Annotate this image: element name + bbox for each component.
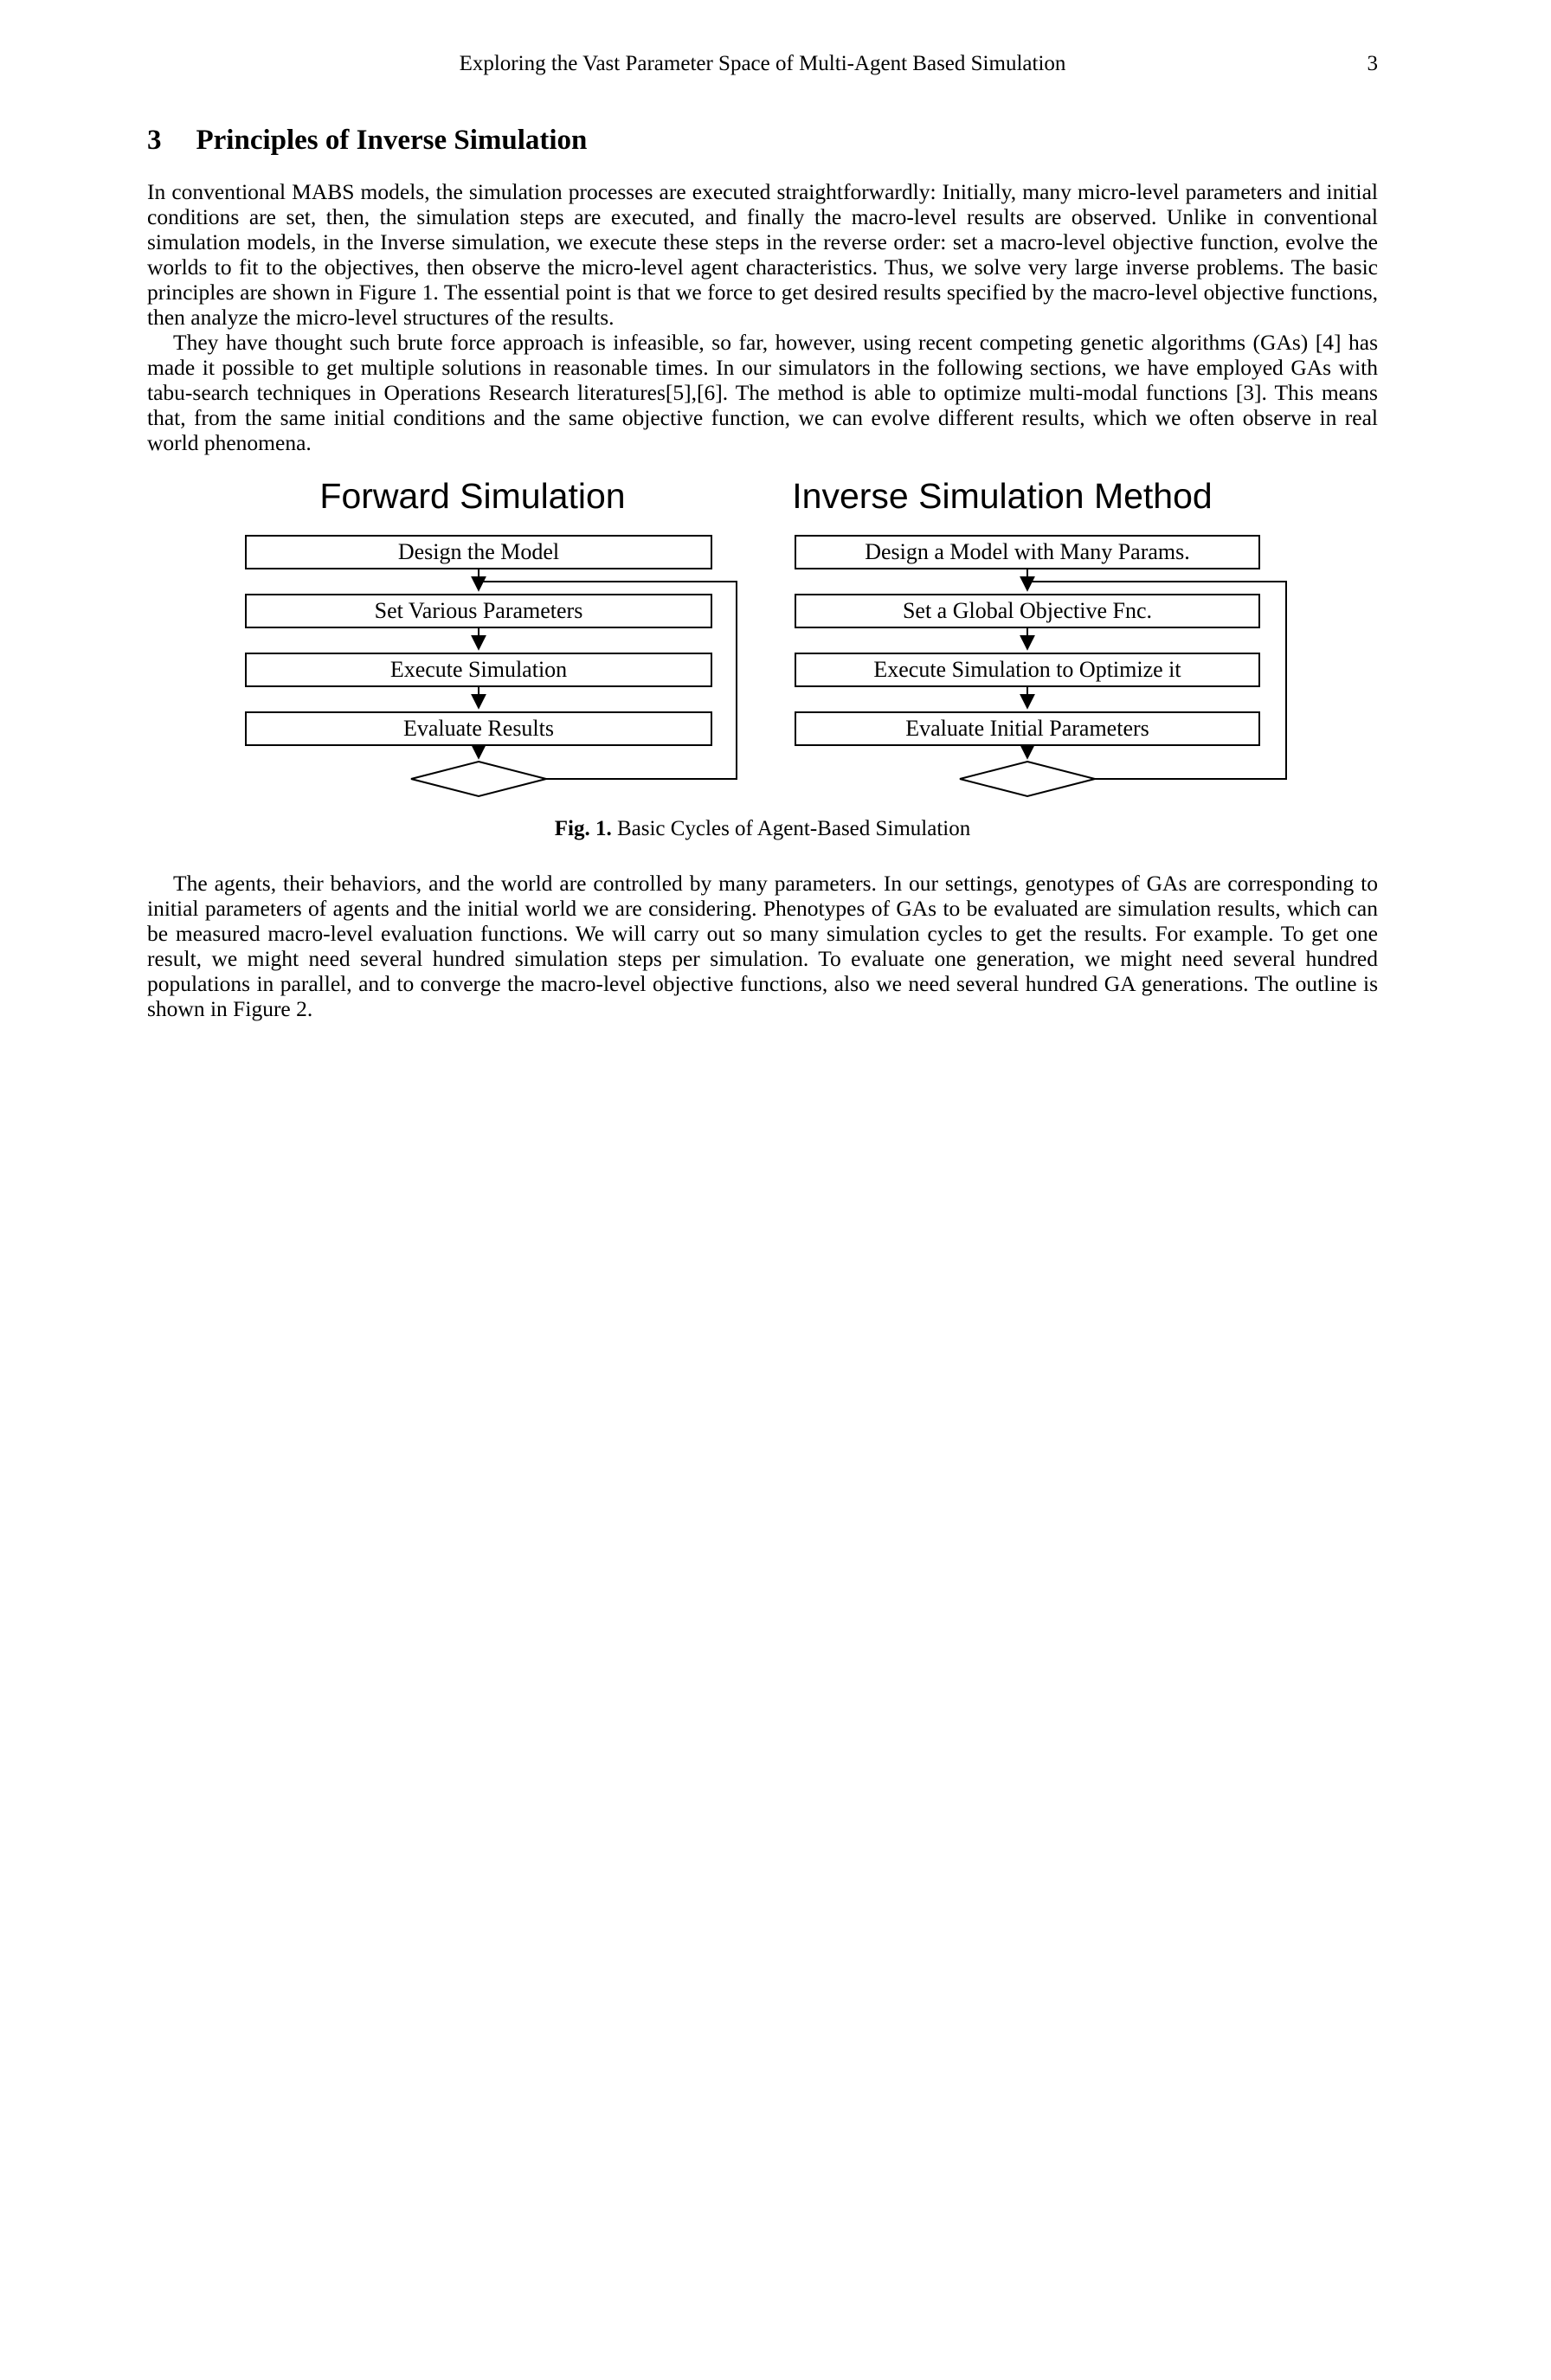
paragraph-1: In conventional MABS models, the simulation processes are executed straightforwardly: Initially, many micro-level parameters and initial conditions are set, then, the simulation steps are executed, and finally the macro-level results are observed. Unlike in conventional simulation models, in the Inverse simulation, we execute these steps in the reverse order: set a macro-level objective function, evolve the worlds to fit to the objectives, then observe the micro-level agent characteristics. Thus, we solve very large inverse problems. The basic principles are shown in Figure 1. The essential point is that we force to get desired results specified by the macro-level objective functions, then analyze the micro-level structures of the results. [147, 179, 1378, 330]
flow-box-evaluate-initial-params: Evaluate Initial Parameters [795, 711, 1260, 746]
figure-title-inverse: Inverse Simulation Method [792, 476, 1213, 516]
page-number: 3 [1367, 52, 1378, 75]
section-heading [147, 125, 1378, 157]
paragraph-2: They have thought such brute force approach is infeasible, so far, however, using recent competing genetic algorithms (GAs) [4] has made it possible to get multiple solutions in reasonable times. In our simulators in the following sections, we have employed GAs with tabu-search techniques in Operations Research literatures[5],[6]. The method is able to optimize multi-modal functions [3]. This means that, from the same initial conditions and the same objective function, we can evolve different results, which we often observe in real world phenomena. [147, 330, 1378, 455]
section-title: Principles of Inverse Simulation [196, 125, 588, 156]
figure-caption-label: Fig. 1. [554, 817, 612, 840]
paragraph-3: The agents, their behaviors, and the world are controlled by many parameters. In our settings, genotypes of GAs are corresponding to initial parameters of agents and the initial world we are considering. Phenotypes of GAs to be evaluated are simulation results, which can be measured macro-level evaluation functions. We will carry out so many simulation cycles to get the results. For example. To get one result, we might need several hundred simulation steps per simulation. To evaluate one generation, we might need several hundred populations in parallel, and to converge the macro-level objective functions, also we need several hundred GA generations. The outline is shown in Figure 2. [147, 871, 1378, 1021]
inverse-decision-diamond [960, 762, 1095, 796]
figure-1 [147, 476, 1378, 803]
flow-box-evaluate-results: Evaluate Results [245, 711, 712, 746]
flow-box-set-global-objective: Set a Global Objective Fnc. [795, 594, 1260, 628]
section-number: 3 [147, 125, 162, 156]
flowchart-connectors [147, 476, 1378, 803]
flow-box-execute-optimize: Execute Simulation to Optimize it [795, 653, 1260, 687]
figure-title-forward: Forward Simulation [319, 476, 626, 516]
running-title: Exploring the Vast Parameter Space of Multi-Agent Based Simulation [459, 52, 1066, 75]
flow-box-set-parameters: Set Various Parameters [245, 594, 712, 628]
flow-box-design-model: Design the Model [245, 535, 712, 569]
flow-box-design-model-many-params: Design a Model with Many Params. [795, 535, 1260, 569]
forward-decision-diamond [411, 762, 546, 796]
figure-caption [147, 817, 1378, 841]
flow-box-execute-simulation: Execute Simulation [245, 653, 712, 687]
figure-caption-text: Basic Cycles of Agent-Based Simulation [611, 817, 971, 840]
running-head [147, 52, 1378, 80]
